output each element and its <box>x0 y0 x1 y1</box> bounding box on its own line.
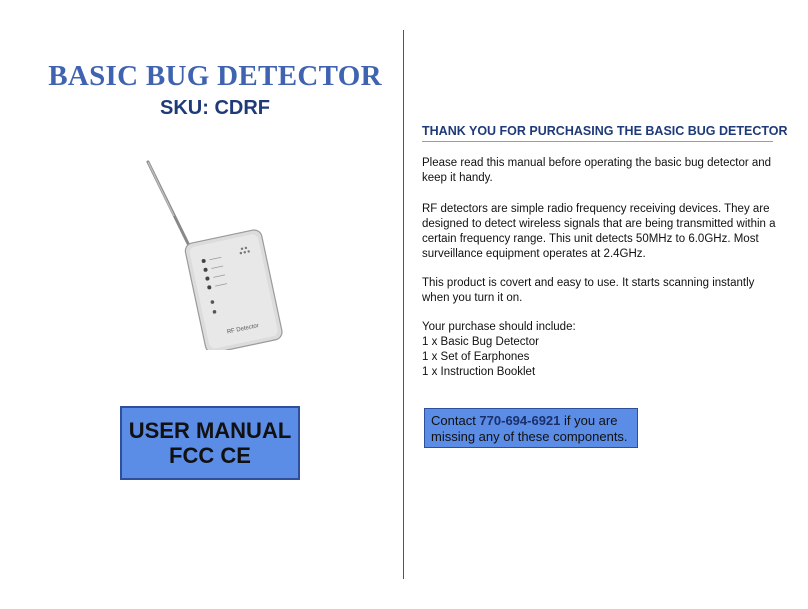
list-item: 1 x Instruction Booklet <box>422 366 536 378</box>
paragraph-intro: Please read this manual before operating the basic bug detector and keep it handy. <box>422 157 772 184</box>
includes-list <box>422 320 782 380</box>
product-title: BASIC BUG DETECTOR <box>48 60 382 92</box>
section-heading: THANK YOU FOR PURCHASING THE BASIC BUG DETECTOR <box>422 124 773 142</box>
contact-box <box>424 408 638 448</box>
paragraph-usage: This product is covert and easy to use. It starts scanning instantly when you turn it on. <box>422 277 755 304</box>
contact-prefix: Contact <box>431 413 480 428</box>
contact-suffix: if you are missing any of these components. <box>431 413 628 444</box>
paragraph-rf-info: RF detectors are simple radio frequency receiving devices. They are designed to detect wireless signals that are being transmitted within a certain frequency range. This unit detects 50MHz to 6.0GHz. Most surveillance equipment operates at 2.4GHz. <box>422 203 776 260</box>
list-item: 1 x Basic Bug Detector <box>422 336 539 348</box>
rf-detector-image <box>130 150 290 350</box>
contact-phone: 770-694-6921 <box>479 413 561 428</box>
product-sku: SKU: CDRF <box>160 97 270 119</box>
list-item: 1 x Set of Earphones <box>422 351 530 363</box>
user-manual-badge <box>120 406 300 480</box>
includes-title: Your purchase should include: <box>422 321 576 333</box>
manual-line-2: FCC CE <box>169 443 251 468</box>
manual-line-1: USER MANUAL <box>128 418 292 443</box>
device-label: RF Detector <box>226 323 260 336</box>
